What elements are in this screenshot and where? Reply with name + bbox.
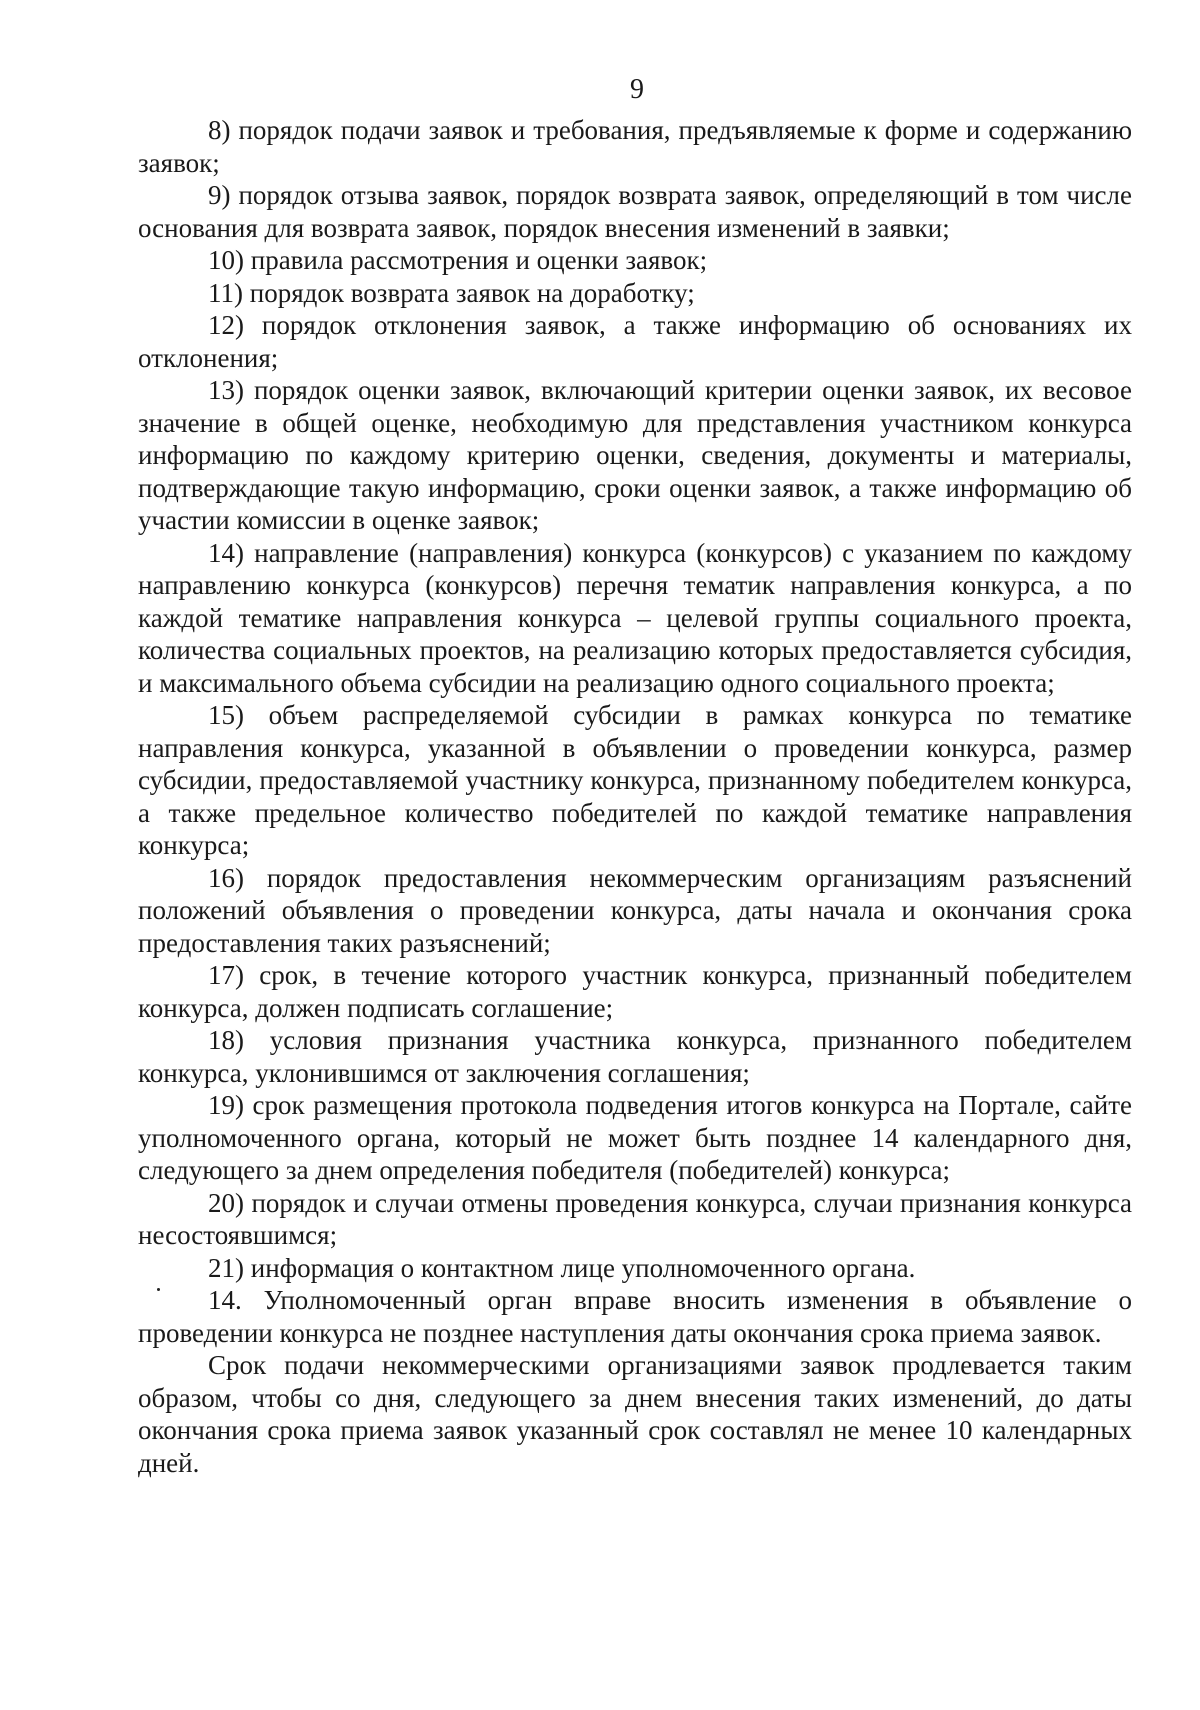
paragraph-item-13: 13) порядок оценки заявок, включающий критерии оценки заявок, их весовое значение в общей оценке, необходимую для представления участником конкурса информацию по каждому критерию оценки, сведения, документы и материалы, подтверждающие такую информацию, сроки оценки заявок, а также информацию об участии комиссии в оценке заявок;: [138, 375, 1132, 535]
paragraph-item-9: 9) порядок отзыва заявок, порядок возврата заявок, определяющий в том числе основания для возврата заявок, порядок внесения изменений в заявки;: [138, 180, 1132, 243]
paragraph-item-21: 21) информация о контактном лице уполномоченного органа.: [208, 1252, 916, 1283]
paragraph-deadline-extension: Срок подачи некоммерческими организациями заявок продлевается таким образом, чтобы со дня, следующего за днем внесения таких изменений, до даты окончания срока приема заявок указанный срок составлял не менее 10 календарных дней.: [138, 1350, 1132, 1478]
paragraph-item-10: 10) правила рассмотрения и оценки заявок;: [208, 245, 708, 275]
paragraph-item-18: 18) условия признания участника конкурса, признанного победителем конкурса, уклонившимся от заключения соглашения;: [138, 1025, 1132, 1088]
paragraph-item-15: 15) объем распределяемой субсидии в рамках конкурса по тематике направления конкурса, указанной в объявлении о проведении конкурса, размер субсидии, предоставляемой участнику конкурса, признанному победителем конкурса, а также предельное количество победителей по каждой тематике направления конкурса;: [138, 700, 1132, 860]
page-number: 9: [630, 74, 644, 105]
paragraph-item-17: 17) срок, в течение которого участник конкурса, признанный победителем конкурса, должен подписать соглашение;: [138, 960, 1132, 1023]
paragraph-point-14: 14. Уполномоченный орган вправе вносить изменения в объявление о проведении конкурса не позднее наступления даты окончания срока приема заявок.: [138, 1285, 1132, 1348]
paragraph-item-11: 11) порядок возврата заявок на доработку;: [208, 277, 695, 308]
paragraph-item-19: 19) срок размещения протокола подведения итогов конкурса на Портале, сайте уполномоченного органа, который не может быть позднее 14 календарного дня, следующего за днем определения победителя (победителей) конкурса;: [138, 1090, 1132, 1185]
paragraph-item-16: 16) порядок предоставления некоммерческим организациям разъяснений положений объявления о проведении конкурса, даты начала и окончания срока предоставления таких разъяснений;: [138, 862, 1132, 958]
paragraph-item-20: 20) порядок и случаи отмены проведения конкурса, случаи признания конкурса несостоявшимся;: [138, 1187, 1132, 1250]
scan-speck: [157, 1288, 160, 1291]
paragraph-item-14: 14) направление (направления) конкурса (конкурсов) с указанием по каждому направлению конкурса (конкурсов) перечня тематик направления конкурса, а по каждой тематике направления конкурса – целевой группы социального проекта, количества социальных проектов, на реализацию которых предоставляется субсидия, и максимального объема субсидии на реализацию одного социального проекта;: [138, 537, 1132, 698]
paragraph-item-12: 12) порядок отклонения заявок, а также информацию об основаниях их отклонения;: [138, 310, 1132, 373]
document-body: [138, 114, 1132, 1479]
paragraph-item-8: 8) порядок подачи заявок и требования, предъявляемые к форме и содержанию заявок;: [138, 115, 1132, 178]
